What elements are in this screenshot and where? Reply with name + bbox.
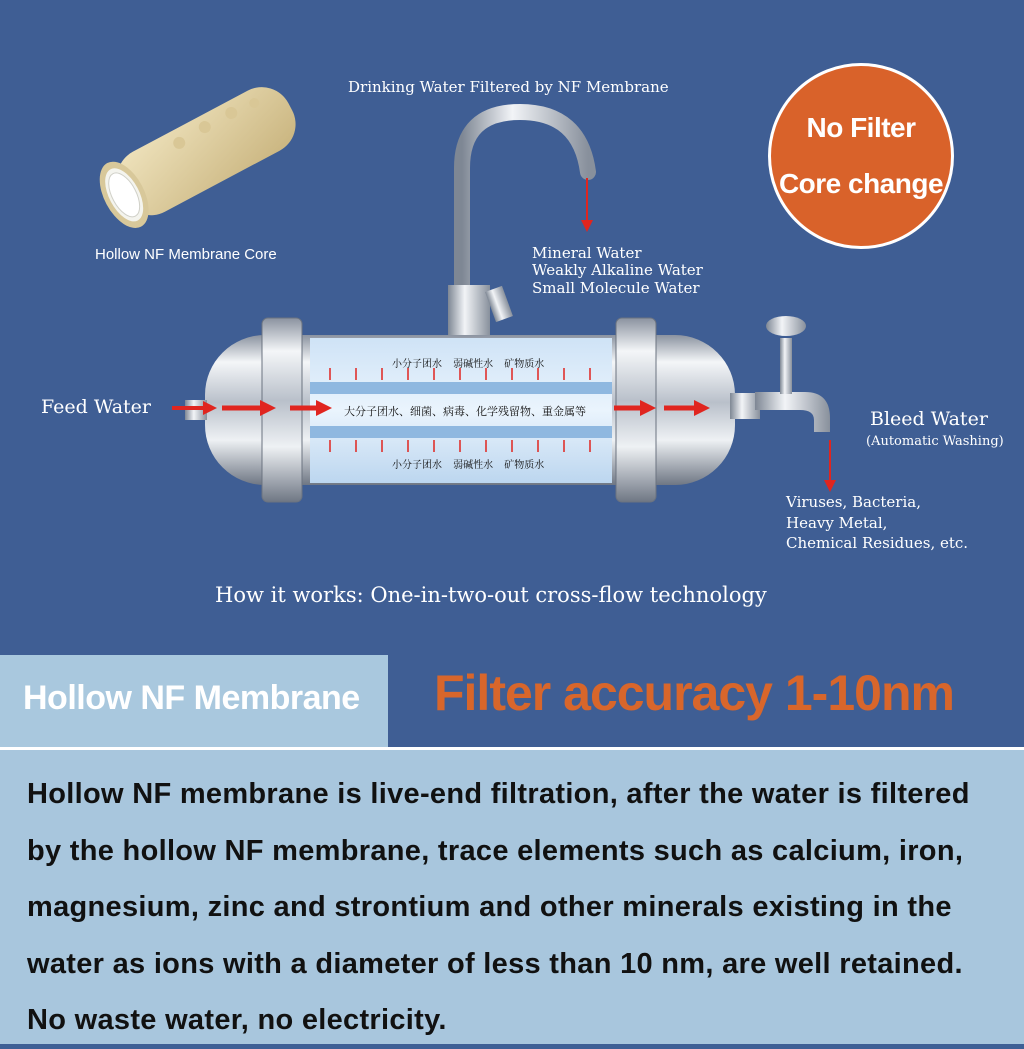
waste-label-2: Heavy Metal, xyxy=(786,514,888,532)
membrane-core-label: Hollow NF Membrane Core xyxy=(95,246,277,263)
how-it-works-caption: How it works: One-in-two-out cross-flow technology xyxy=(215,583,767,607)
waste-label-1: Viruses, Bacteria, xyxy=(786,493,921,511)
description-panel xyxy=(0,750,1024,1044)
small-molecule-label: Small Molecule Water xyxy=(532,279,700,297)
cn-middle-label: 大分子团水、细菌、病毒、化学残留物、重金属等 xyxy=(344,406,586,418)
badge-line-1: No Filter xyxy=(806,112,916,143)
faucet-image xyxy=(448,112,588,335)
badge-line-2: Core change xyxy=(778,168,944,199)
description-text: Hollow NF membrane is live-end filtration, after the water is filtered by the hollow NF membrane, trace elements such as calcium, iron, magnesium, zinc and strontium and other minerals existing in the water as ions with a diameter of less than 10 nm, are well retained. No waste water, no electricity. xyxy=(27,778,970,1036)
bleed-water-label: Bleed Water xyxy=(870,408,988,430)
membrane-title: Hollow NF Membrane xyxy=(23,679,360,717)
membrane-title-box xyxy=(0,655,388,747)
bleed-tap-image xyxy=(755,316,830,432)
membrane-core-image xyxy=(90,75,307,236)
feed-water-label: Feed Water xyxy=(41,396,152,418)
mineral-water-label: Mineral Water xyxy=(532,244,642,262)
cn-bottom-label: 小分子团水 弱碱性水 矿物质水 xyxy=(392,460,545,471)
drinking-water-label: Drinking Water Filtered by NF Membrane xyxy=(348,78,669,96)
alkaline-water-label: Weakly Alkaline Water xyxy=(532,261,703,279)
waste-label-3: Chemical Residues, etc. xyxy=(786,534,969,552)
no-filter-badge xyxy=(768,63,954,249)
cn-top-label: 小分子团水 弱碱性水 矿物质水 xyxy=(392,359,545,370)
filter-accuracy-title: Filter accuracy 1-10nm xyxy=(434,665,954,721)
automatic-washing-label: (Automatic Washing) xyxy=(866,434,1004,449)
